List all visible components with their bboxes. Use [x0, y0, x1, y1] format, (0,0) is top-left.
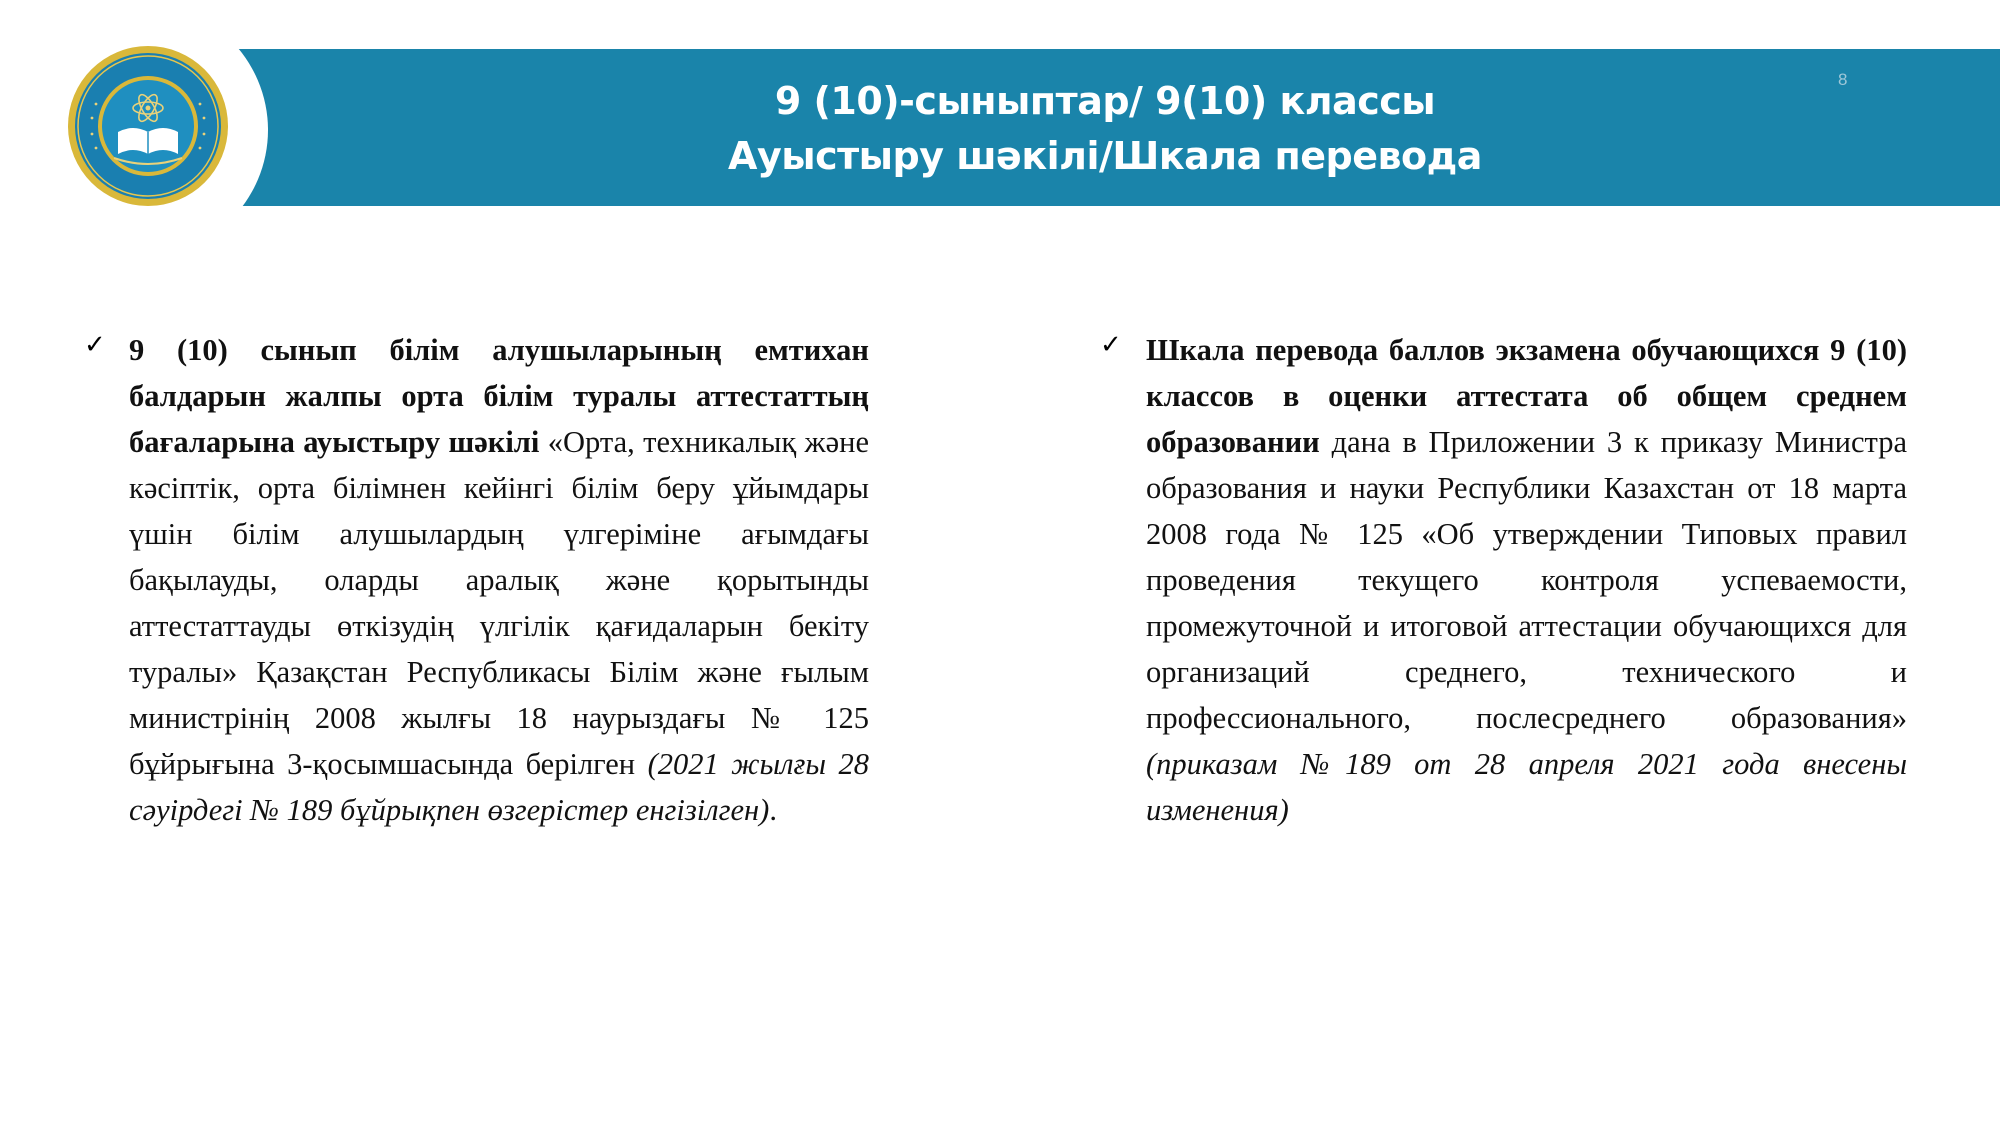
checkmark-icon: ✓: [84, 330, 106, 360]
title-line-2: Ауыстыру шәкілі/Шкала перевода: [728, 134, 1482, 178]
left-text-block: [129, 327, 869, 833]
right-normal-text: дана в Приложении 3 к приказу Министра образования и науки Республики Казахстан от 18 марта 2008 года № 125 «Об утверждении Типовых правил проведения текущего контроля успеваемости, промежуточной и итоговой аттестации обучающихся для организаций среднего, технического и профессионального, послесреднего образования»: [1146, 425, 1907, 735]
page-number: 8: [1838, 70, 1848, 89]
emblem-book-atom-icon: [66, 44, 230, 208]
left-tail-text: .: [769, 793, 777, 827]
title-line-1: 9 (10)-сыныптар/ 9(10) классы: [774, 79, 1436, 123]
left-bold-text: 9 (10) сынып білім алушыларының емтихан балдарын жалпы орта білім туралы аттестаттың бағаларына ауыстыру шәкілі: [129, 333, 869, 459]
right-text-block: [1146, 327, 1907, 833]
right-bold-text: Шкала перевода баллов экзамена обучающихся 9 (10) классов в оценки аттестата об общем среднем образовании: [1146, 333, 1907, 459]
left-italic-text: (2021 жылғы 28 сәуірдегі № 189 бұйрықпен өзгерістер енгізілген): [129, 747, 869, 827]
left-normal-text: «Орта, техникалық және кәсіптік, орта білімнен кейінгі білім беру ұйымдары үшін білім алушылардың үлгеріміне ағымдағы бақылауды, оларды аралық және қорытынды аттестаттауды өткізудің үлгілік қағидаларын бекіту туралы» Қазақстан Республикасы Білім және ғылым министрінің 2008 жылғы 18 наурыздағы № 125 бұйрығына 3-қосымшасында берілген: [129, 425, 869, 781]
checkmark-icon: ✓: [1100, 330, 1122, 360]
right-italic-text: (приказам №189 от 28 апреля 2021 года внесены изменения): [1146, 747, 1907, 827]
slide-title: [540, 74, 1670, 184]
